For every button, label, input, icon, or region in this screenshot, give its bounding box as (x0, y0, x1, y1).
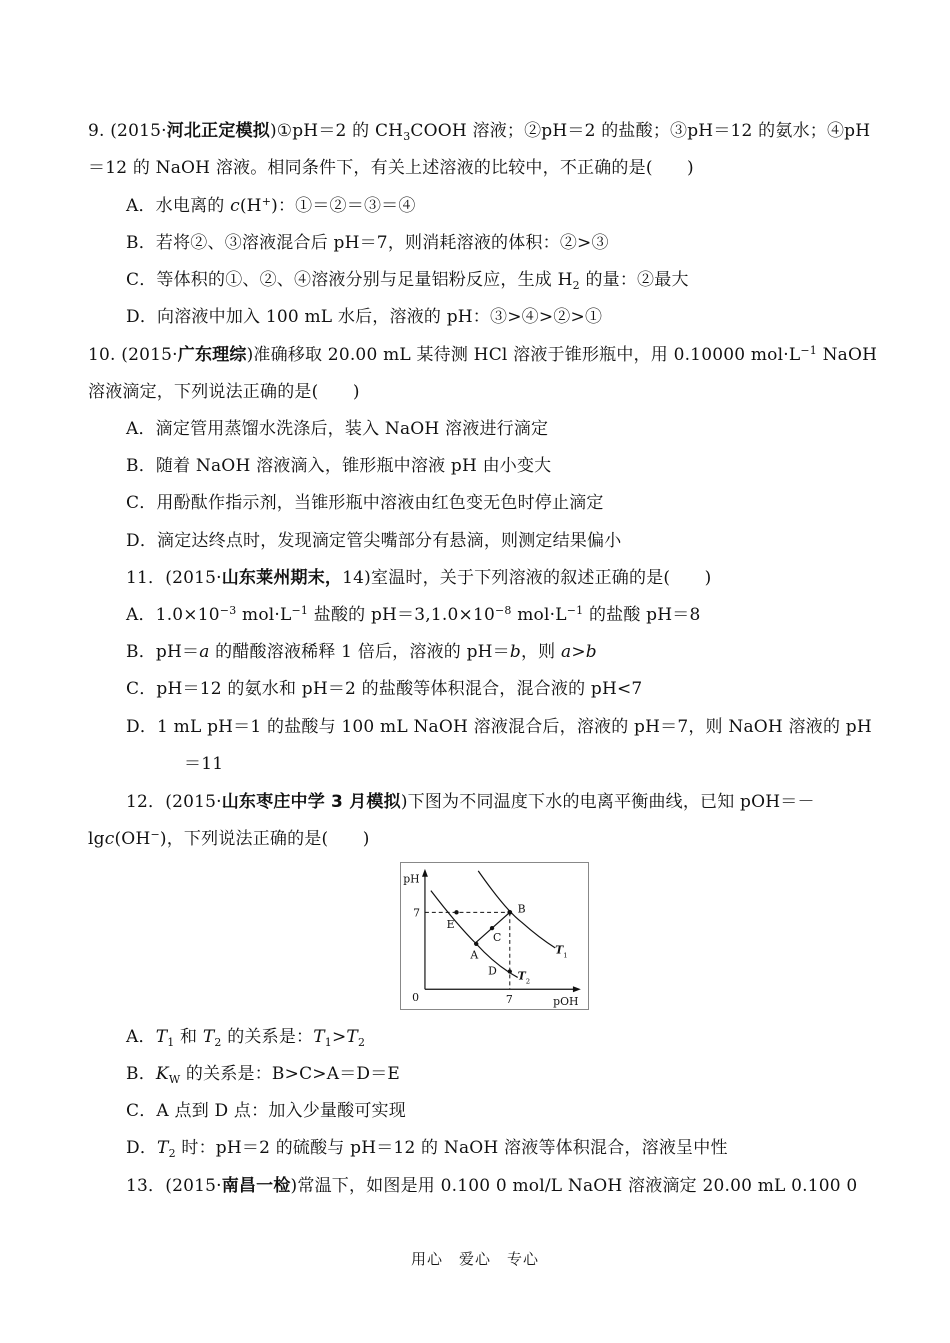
x-axis-arrow (573, 986, 581, 992)
label-c: C (493, 930, 502, 944)
q13-source: 南昌一检 (221, 1176, 291, 1196)
label-e: E (446, 918, 455, 932)
q11-option-d-line1: D．1 mL pH＝1 的盐酸与 100 mL NaOH 溶液混合后，溶液的 pH＝7，则 NaOH 溶液的 pH (126, 717, 872, 737)
label-t2: $T_2$ (517, 969, 531, 986)
q12-option-c: C．A 点到 D 点：加入少量酸可实现 (126, 1101, 406, 1121)
q12-option-a: A．$T_1$ 和 $T_2$ 的关系是：$T_1>T_2$ (126, 1027, 366, 1049)
point-d (508, 969, 512, 973)
q10-option-d: D．滴定达终点时，发现滴定管尖嘴部分有悬滴，则测定结果偏小 (126, 531, 622, 551)
q10-option-a: A．滴定管用蒸馏水洗涤后，装入 NaOH 溶液进行滴定 (126, 419, 549, 439)
q9-option-d: D．向溶液中加入 100 mL 水后，溶液的 pH：③>④>②>① (126, 307, 603, 327)
y-axis-label: pH (403, 872, 420, 886)
q12-stem-line2: lgc(OH−)，下列说法正确的是( ) (88, 828, 370, 849)
point-b (507, 910, 512, 915)
point-c (490, 926, 494, 930)
curve-t1 (478, 871, 555, 948)
q9-stem-line1: 9. (2015·河北正定模拟)①pH＝2 的 $CH_3COOH$ 溶液；②pH＝2 的盐酸；③pH＝12 的氨水；④pH (88, 121, 871, 143)
ionization-curve-figure (400, 862, 589, 1010)
x-axis-label: pOH (553, 995, 579, 1009)
q9-stem-line2: ＝12 的 NaOH 溶液。相同条件下，有关上述溶液的比较中，不正确的是( ) (88, 158, 694, 178)
label-a: A (470, 948, 479, 962)
origin-label: 0 (412, 991, 420, 1005)
q11-option-a: A．$1.0\times 10^{-3}$ $mol\cdot L^{-1}$ 盐酸的 $pH=3,1.0\times 10^{-8}$ $mol\cdot L^{-1}$ 的盐酸 pH＝8 (126, 604, 701, 625)
q10-source: 广东理综 (177, 345, 247, 365)
q11-stem: 11．(2015·山东莱州期末，14)室温时，关于下列溶液的叙述正确的是( ) (126, 568, 712, 588)
q11-option-c: C．pH＝12 的氨水和 pH＝2 的盐酸等体积混合，混合液的 pH<7 (126, 679, 643, 699)
page-footer: 用心 爱心 专心 (410, 1250, 539, 1268)
label-b: B (517, 902, 526, 916)
point-e (454, 910, 458, 914)
q10-option-b: B．随着 NaOH 溶液滴入，锥形瓶中溶液 pH 由小变大 (126, 456, 552, 476)
q12-option-d: D．$T_2$ 时：pH＝2 的硫酸与 pH＝12 的 NaOH 溶液等体积混合，溶液呈中性 (126, 1138, 728, 1160)
q13-stem-line1: 13．(2015·南昌一检)常温下，如图是用 0.100 0 mol/L NaOH 溶液滴定 20.00 mL 0.100 0 (126, 1176, 858, 1196)
q10-option-c: C．用酚酞作指示剂，当锥形瓶中溶液由红色变无色时停止滴定 (126, 493, 604, 513)
label-t1: $T_1$ (555, 943, 568, 960)
tick-x-7: 7 (505, 993, 513, 1007)
q12-option-b: B．$K_W$ 的关系是：B>C>A＝D＝E (126, 1064, 401, 1086)
q9-option-c: C．等体积的①、②、④溶液分别与足量铝粉反应，生成 $H_2$ 的量：②最大 (126, 270, 689, 292)
q11-option-b: B．pH＝a 的醋酸溶液稀释 1 倍后，溶液的 pH＝b，则 a>b (126, 642, 597, 662)
q10-stem-line2: 溶液滴定，下列说法正确的是( ) (88, 382, 360, 402)
q11-source: 山东莱州期末， (221, 568, 343, 588)
tick-y-7: 7 (413, 906, 421, 920)
y-axis-arrow (422, 869, 428, 877)
q9-option-a: A．水电离的 c(H+)：①＝②＝③＝④ (126, 195, 416, 216)
q10-stem-line1: 10. (2015·广东理综)准确移取 20.00 mL 某待测 HCl 溶液于锥形瓶中，用 0.10000 $mol\cdot L^{-1}$ NaOH (88, 344, 878, 365)
q12-stem-line1: 12．(2015·山东枣庄中学 3 月模拟)下图为不同温度下水的电离平衡曲线，已知 pOH＝－ (126, 792, 815, 812)
curve-t2 (431, 891, 518, 978)
label-d: D (488, 964, 497, 978)
q11-option-d-line2: ＝11 (184, 754, 224, 774)
q12-source: 山东枣庄中学 3 月模拟 (221, 792, 401, 812)
q9-source: 河北正定模拟 (166, 121, 270, 141)
point-a (474, 942, 478, 946)
q9-option-b: B．若将②、③溶液混合后 pH＝7，则消耗溶液的体积：②>③ (126, 233, 609, 253)
